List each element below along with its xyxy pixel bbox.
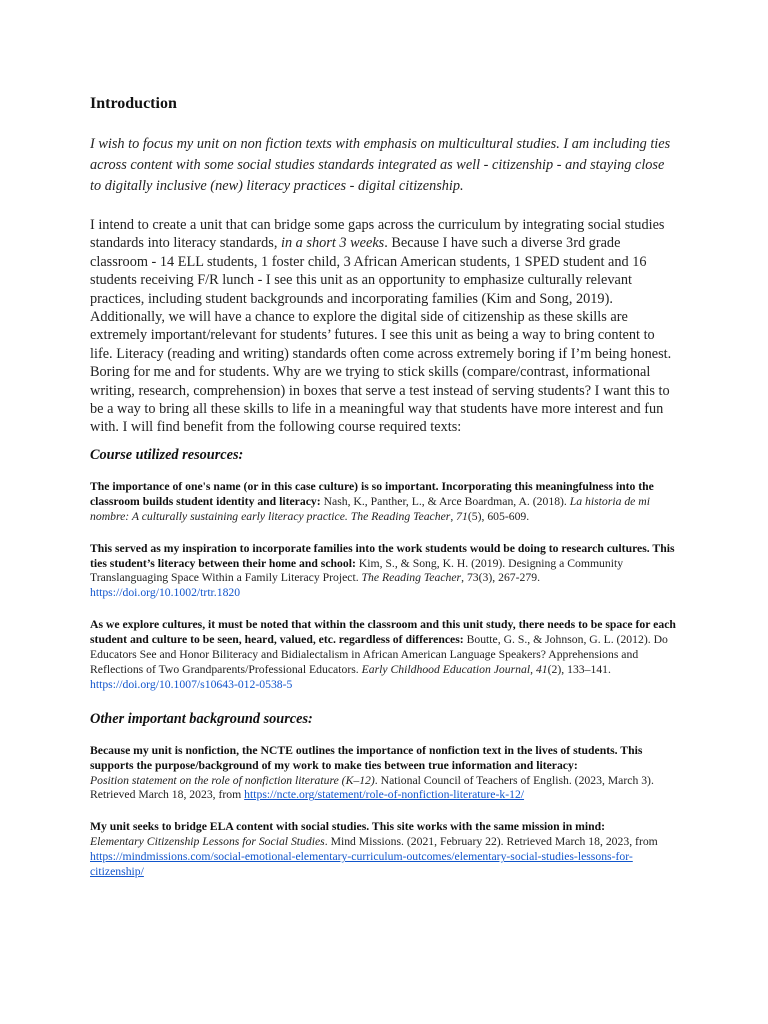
reference-citation: , 73(3), 267-279. xyxy=(461,571,540,585)
reference-citation-title: La historia de mi nombre: A culturally sustaining early literacy practice. The Reading Teacher xyxy=(90,494,650,523)
reference-annotation: Because my unit is nonfiction, the NCTE outlines the importance of nonfiction text in the lives of students. This supports the purpose/background of my work to make ties between true information and literacy: xyxy=(90,743,643,772)
reference-annotation: This served as my inspiration to incorporate families into the work students would be doing to research cultures. This ties student’s literacy between their home and school: xyxy=(90,541,675,570)
reference-citation-title: The Reading Teacher xyxy=(361,571,462,585)
reference-citation-title: Elementary Citizenship Lessons for Social Studies xyxy=(90,835,325,849)
reference-citation: . National Council of Teachers of English. (2023, March 3). Retrieved March 18, 2023, from xyxy=(90,773,654,802)
reference-citation-title: Position statement on the role of nonfiction literature (K–12) xyxy=(90,773,375,787)
reference-annotation: My unit seeks to bridge ELA content with social studies. This site works with the same mission in mind: xyxy=(90,820,606,834)
reference-citation: , xyxy=(530,662,536,676)
body-text-part1: I intend to create a unit that can bridge some gaps across the curriculum by integrating social studies standards into literacy standards, xyxy=(90,217,665,252)
body-text-emphasis: in a short 3 weeks xyxy=(280,235,385,252)
intro-statement: I wish to focus my unit on non fiction texts with emphasis on multicultural studies. I am including ties across content with some social studies standards integrated as well - citizenship - and staying close to digitally inclusive (new) literacy practices - digital citizenship. xyxy=(90,136,671,194)
intro-body-paragraph xyxy=(90,216,678,437)
course-resources-heading: Course utilized resources: xyxy=(90,446,244,463)
reference-citation-title: Early Childhood Education Journal xyxy=(361,662,531,676)
reference-citation: Nash, K., Panther, L., & Arce Boardman, A. (2018). xyxy=(320,494,570,508)
reference-citation: , xyxy=(450,509,457,523)
reference-doi-link[interactable]: https://doi.org/10.1002/trtr.1820 xyxy=(90,586,241,600)
reference-item xyxy=(90,744,678,804)
reference-annotation: As we explore cultures, it must be noted that within the classroom and this unit study, there needs to be space for each student and culture to be seen, heard, valued, etc. regardless of differences: xyxy=(90,618,676,647)
reference-annotation: The importance of one's name (or in this case culture) is so important. Incorporating this meaningfulness into the classroom builds student identity and literacy: xyxy=(90,479,654,508)
reference-url-link[interactable]: https://ncte.org/statement/role-of-nonfiction-literature-k-12/ xyxy=(244,788,525,802)
reference-item xyxy=(90,618,678,693)
reference-url-link[interactable]: https://mindmissions.com/social-emotional-elementary-curriculum-outcomes/elementary-social-studies-lessons-for-citizenship/ xyxy=(90,850,633,879)
reference-item xyxy=(90,820,678,880)
reference-citation: Kim, S., & Song, K. H. (2019). Designing a Community Translanguaging Space Within a Family Literacy Project. xyxy=(90,556,624,585)
reference-item xyxy=(90,542,678,602)
reference-citation: (5), 605-609. xyxy=(467,509,530,523)
page-title: Introduction xyxy=(90,95,177,112)
reference-volume: 71 xyxy=(456,509,468,523)
body-text-part2: . Because I have such a diverse 3rd grade classroom - 14 ELL students, 1 foster child, 3 African American students, 1 SPED student and 16 students receiving F/R lunch - I see this unit as an opportunity to emphasize culturally relevant practices, including student backgrounds and incorporating families (Kim and Song, 2019). Additionally, we will have a chance to explore the digital side of citizenship as these skills are extremely important/relevant for students’ futures. I see this unit as being a way to bring content to life. Literacy (reading and writing) standards often come across extremely boring if I’m being honest. Boring for me and for students. Why are we trying to stick skills (compare/contrast, informational writing, research, comprehension) in boxes that serve a test instead of serving students? I want this to be a way to bring all these skills to life in a meaningful way that students have more interest and fun with. I will find benefit from the following course required texts: xyxy=(90,235,672,436)
reference-citation: Boutte, G. S., & Johnson, G. L. (2012). Do Educators See and Honor Biliteracy and Bidialectalism in African American Language Speakers? Apprehensions and Reflections of Two Grandparents/Professional Educators. xyxy=(90,633,668,676)
reference-citation: (2), 133–141. xyxy=(547,662,611,676)
reference-citation: . Mind Missions. (2021, February 22). Retrieved March 18, 2023, from xyxy=(324,835,658,849)
reference-item xyxy=(90,480,678,525)
reference-volume: 41 xyxy=(535,662,548,676)
reference-doi-link[interactable]: https://doi.org/10.1007/s10643-012-0538-5 xyxy=(90,677,293,691)
background-sources-heading: Other important background sources: xyxy=(90,710,313,727)
